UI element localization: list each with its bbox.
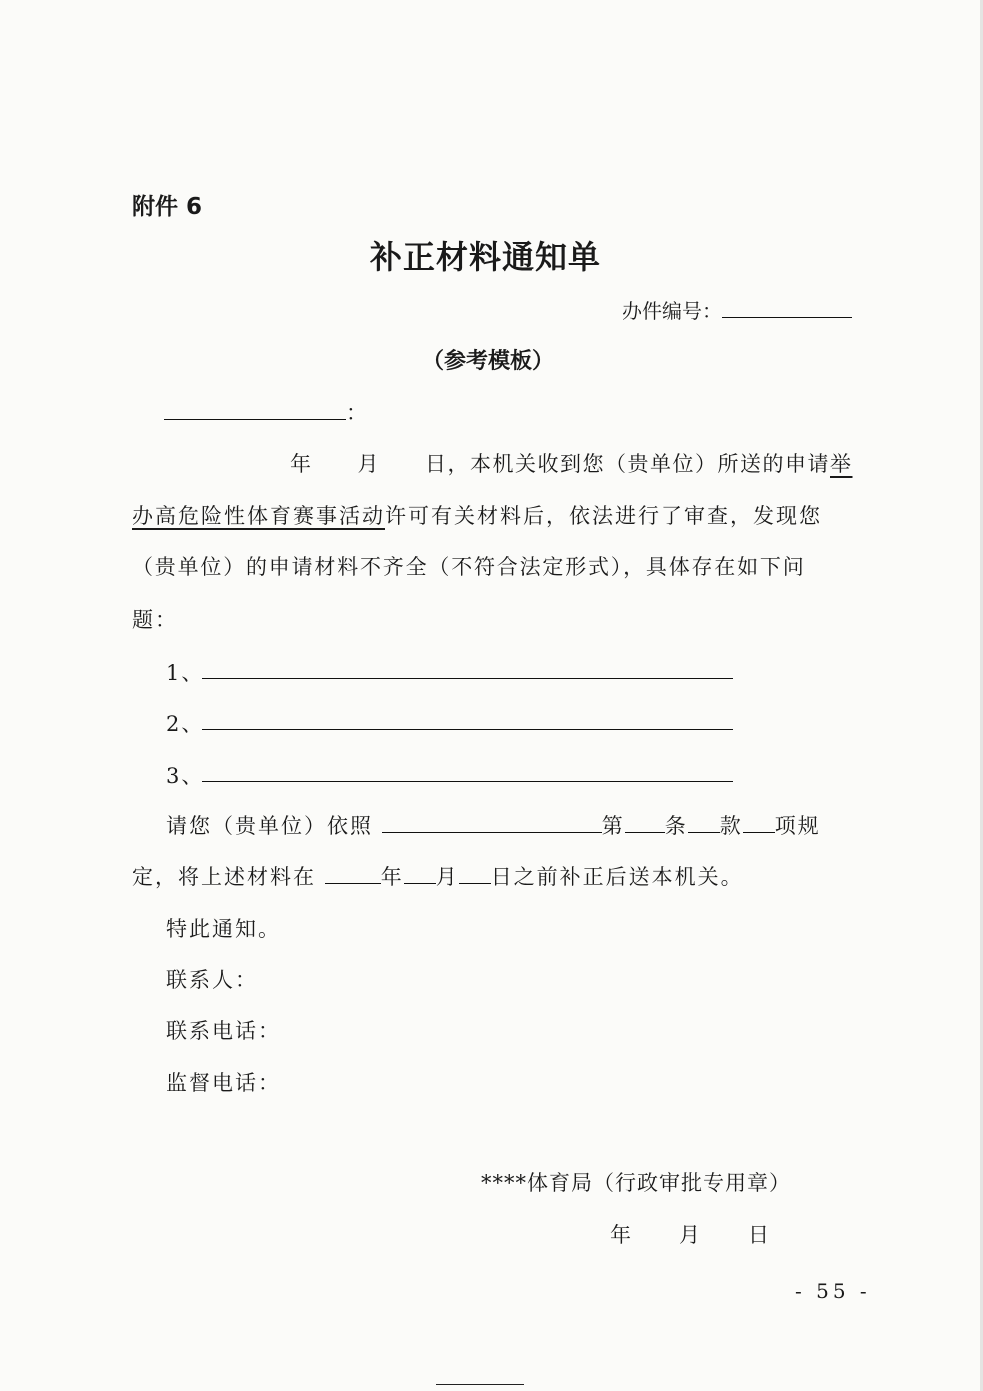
basis-prefix: 请您（贵单位）依照 — [166, 814, 373, 838]
para-line-1 — [290, 448, 853, 478]
para-line-3: （贵单位）的申请材料不齐全（不符合法定形式），具体存在如下问 — [132, 555, 806, 579]
case-number-blank — [722, 297, 852, 318]
contact-phone: 联系电话： — [166, 1019, 281, 1043]
article-di: 第 — [601, 814, 625, 838]
attachment-label: 附件 6 — [132, 194, 203, 220]
article-blank — [625, 812, 665, 833]
basis-line-2-prefix: 定，将上述材料在 — [132, 865, 316, 889]
subtitle: （参考模板） — [422, 348, 555, 374]
issue-date: 年 月 日 — [610, 1223, 771, 1247]
bottom-mark — [436, 1384, 524, 1385]
case-number — [622, 295, 852, 324]
para-date-text: 年 月 日，本机关收到您（贵单位）所送的申请 — [290, 452, 830, 476]
issuer-seal: ****体育局（行政审批专用章） — [481, 1171, 791, 1195]
item-xiang-rule: 项规 — [774, 814, 821, 838]
clause-blank — [688, 812, 720, 833]
item-1-line — [202, 678, 733, 679]
item-3-number: 3、 — [166, 764, 205, 788]
addressee-colon: ： — [346, 401, 367, 425]
addressee — [164, 397, 367, 427]
notice-text: 特此通知。 — [166, 917, 281, 941]
deadline-suffix: 日之前补正后送本机关。 — [490, 865, 744, 889]
year-blank — [325, 863, 381, 884]
activity-name-start: 举 — [830, 452, 853, 476]
case-number-label: 办件编号： — [622, 299, 722, 323]
para-line-2-rest: 许可有关材料后，依法进行了审查，发现您 — [385, 504, 822, 528]
law-name-blank — [382, 812, 602, 833]
contact-person: 联系人： — [166, 968, 258, 992]
year-label: 年 — [380, 865, 404, 889]
para-line-4: 题： — [132, 608, 178, 632]
supervision-phone: 监督电话： — [166, 1071, 281, 1095]
item-1-number: 1、 — [166, 661, 205, 685]
addressee-blank — [164, 399, 346, 420]
basis-line-1 — [166, 810, 821, 840]
item-blank — [743, 812, 775, 833]
page-number: - 55 - — [795, 1279, 871, 1303]
page-title: 补正材料通知单 — [370, 238, 602, 276]
item-3-line — [202, 781, 733, 782]
para-line-2 — [132, 500, 822, 530]
basis-line-2 — [132, 861, 744, 891]
clause-kuan: 款 — [719, 814, 743, 838]
item-2-line — [202, 729, 733, 730]
activity-name: 办高危险性体育赛事活动 — [132, 504, 385, 528]
month-label: 月 — [435, 865, 459, 889]
month-blank — [404, 863, 436, 884]
day-blank — [459, 863, 491, 884]
article-tiao: 条 — [664, 814, 688, 838]
item-2-number: 2、 — [166, 712, 205, 736]
